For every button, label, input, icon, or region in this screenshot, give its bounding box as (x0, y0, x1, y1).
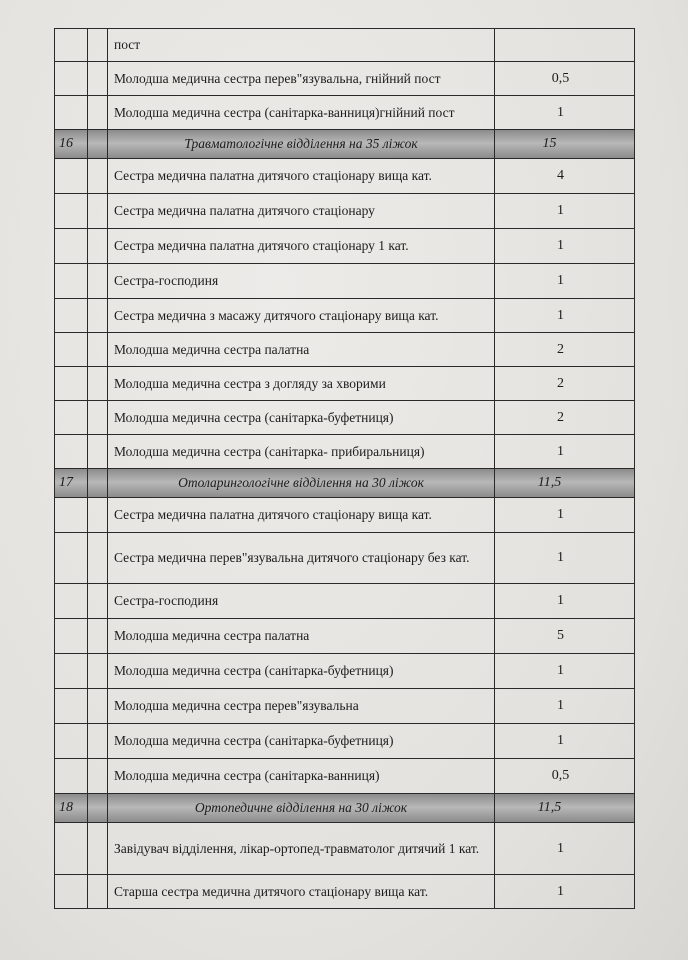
section-total: 11,5 (495, 794, 635, 823)
staff-table (54, 28, 635, 909)
position-name: Молодша медична сестра (санітарка- прибиральниця) (108, 435, 495, 469)
section-title: Травматологічне відділення на 35 ліжок (108, 130, 495, 159)
num-cell (55, 264, 88, 299)
num-cell (55, 159, 88, 194)
position-name: пост (108, 29, 495, 62)
num-cell (55, 724, 88, 759)
table-row (55, 264, 635, 299)
table-row (55, 229, 635, 264)
section-row (55, 130, 635, 159)
staff-count: 1 (495, 875, 635, 909)
table-row (55, 619, 635, 654)
num-cell (55, 333, 88, 367)
table-row (55, 533, 635, 584)
staff-count: 1 (495, 299, 635, 333)
num-cell (55, 29, 88, 62)
gap-cell (88, 533, 108, 584)
gap-cell (88, 367, 108, 401)
staff-count: 1 (495, 435, 635, 469)
staff-count: 1 (495, 264, 635, 299)
num-cell (55, 367, 88, 401)
table-row (55, 689, 635, 724)
staff-count: 1 (495, 724, 635, 759)
staff-count: 2 (495, 333, 635, 367)
gap-cell (88, 333, 108, 367)
gap-cell (88, 130, 108, 159)
num-cell (55, 194, 88, 229)
gap-cell (88, 823, 108, 875)
staff-count: 1 (495, 498, 635, 533)
position-name: Молодша медична сестра (санітарка-ванниця)гнійний пост (108, 96, 495, 130)
position-name: Молодша медична сестра перев"язувальна (108, 689, 495, 724)
position-name: Сестра медична з масажу дитячого стаціонару вища кат. (108, 299, 495, 333)
num-cell (55, 229, 88, 264)
section-row (55, 469, 635, 498)
section-title: Отоларингологічне відділення на 30 ліжок (108, 469, 495, 498)
staff-count: 1 (495, 654, 635, 689)
gap-cell (88, 619, 108, 654)
staff-count (495, 29, 635, 62)
gap-cell (88, 29, 108, 62)
num-cell (55, 498, 88, 533)
position-name: Сестра медична перев"язувальна дитячого стаціонару без кат. (108, 533, 495, 584)
position-name: Сестра медична палатна дитячого стаціонару 1 кат. (108, 229, 495, 264)
gap-cell (88, 654, 108, 689)
gap-cell (88, 264, 108, 299)
num-cell (55, 875, 88, 909)
gap-cell (88, 724, 108, 759)
staff-count: 1 (495, 194, 635, 229)
staff-count: 2 (495, 401, 635, 435)
section-title: Ортопедичне відділення на 30 ліжок (108, 794, 495, 823)
position-name: Завідувач відділення, лікар-ортопед-травматолог дитячий 1 кат. (108, 823, 495, 875)
position-name: Сестра медична палатна дитячого стаціонару (108, 194, 495, 229)
staff-count: 1 (495, 823, 635, 875)
gap-cell (88, 96, 108, 130)
num-cell (55, 823, 88, 875)
num-cell (55, 401, 88, 435)
section-total: 11,5 (495, 469, 635, 498)
num-cell (55, 435, 88, 469)
num-cell (55, 689, 88, 724)
staff-count: 0,5 (495, 759, 635, 794)
gap-cell (88, 401, 108, 435)
num-cell (55, 759, 88, 794)
gap-cell (88, 498, 108, 533)
gap-cell (88, 469, 108, 498)
position-name: Молодша медична сестра перев"язувальна, гнійний пост (108, 62, 495, 96)
position-name: Сестра медична палатна дитячого стаціонару вища кат. (108, 498, 495, 533)
position-name: Молодша медична сестра палатна (108, 333, 495, 367)
staff-count: 1 (495, 533, 635, 584)
gap-cell (88, 794, 108, 823)
table-row (55, 654, 635, 689)
table-row (55, 435, 635, 469)
num-cell (55, 62, 88, 96)
section-number: 18 (55, 794, 88, 823)
table-row (55, 29, 635, 62)
position-name: Молодша медична сестра з догляду за хворими (108, 367, 495, 401)
num-cell (55, 299, 88, 333)
position-name: Сестра медична палатна дитячого стаціонару вища кат. (108, 159, 495, 194)
position-name: Молодша медична сестра (санітарка-буфетниця) (108, 654, 495, 689)
gap-cell (88, 435, 108, 469)
gap-cell (88, 689, 108, 724)
table-row (55, 401, 635, 435)
table-row (55, 823, 635, 875)
section-number: 17 (55, 469, 88, 498)
table-row (55, 96, 635, 130)
staff-count: 0,5 (495, 62, 635, 96)
position-name: Молодша медична сестра (санітарка-ванниця) (108, 759, 495, 794)
num-cell (55, 654, 88, 689)
table-row (55, 62, 635, 96)
gap-cell (88, 584, 108, 619)
gap-cell (88, 229, 108, 264)
section-row (55, 794, 635, 823)
position-name: Молодша медична сестра (санітарка-буфетниця) (108, 724, 495, 759)
position-name: Старша сестра медична дитячого стаціонару вища кат. (108, 875, 495, 909)
table-row (55, 759, 635, 794)
section-number: 16 (55, 130, 88, 159)
table-row (55, 875, 635, 909)
staff-count: 4 (495, 159, 635, 194)
staff-count: 2 (495, 367, 635, 401)
num-cell (55, 619, 88, 654)
position-name: Сестра-господиня (108, 264, 495, 299)
position-name: Молодша медична сестра палатна (108, 619, 495, 654)
section-total: 15 (495, 130, 635, 159)
staff-count: 1 (495, 584, 635, 619)
table-row (55, 724, 635, 759)
table-row (55, 194, 635, 229)
gap-cell (88, 194, 108, 229)
table-row (55, 498, 635, 533)
gap-cell (88, 875, 108, 909)
staff-count: 1 (495, 689, 635, 724)
position-name: Молодша медична сестра (санітарка-буфетниця) (108, 401, 495, 435)
gap-cell (88, 299, 108, 333)
gap-cell (88, 159, 108, 194)
num-cell (55, 96, 88, 130)
gap-cell (88, 62, 108, 96)
staff-count: 1 (495, 96, 635, 130)
staff-count: 5 (495, 619, 635, 654)
table-row (55, 584, 635, 619)
gap-cell (88, 759, 108, 794)
table-row (55, 159, 635, 194)
position-name: Сестра-господиня (108, 584, 495, 619)
table-row (55, 367, 635, 401)
table-row (55, 299, 635, 333)
num-cell (55, 533, 88, 584)
num-cell (55, 584, 88, 619)
table-row (55, 333, 635, 367)
staff-count: 1 (495, 229, 635, 264)
